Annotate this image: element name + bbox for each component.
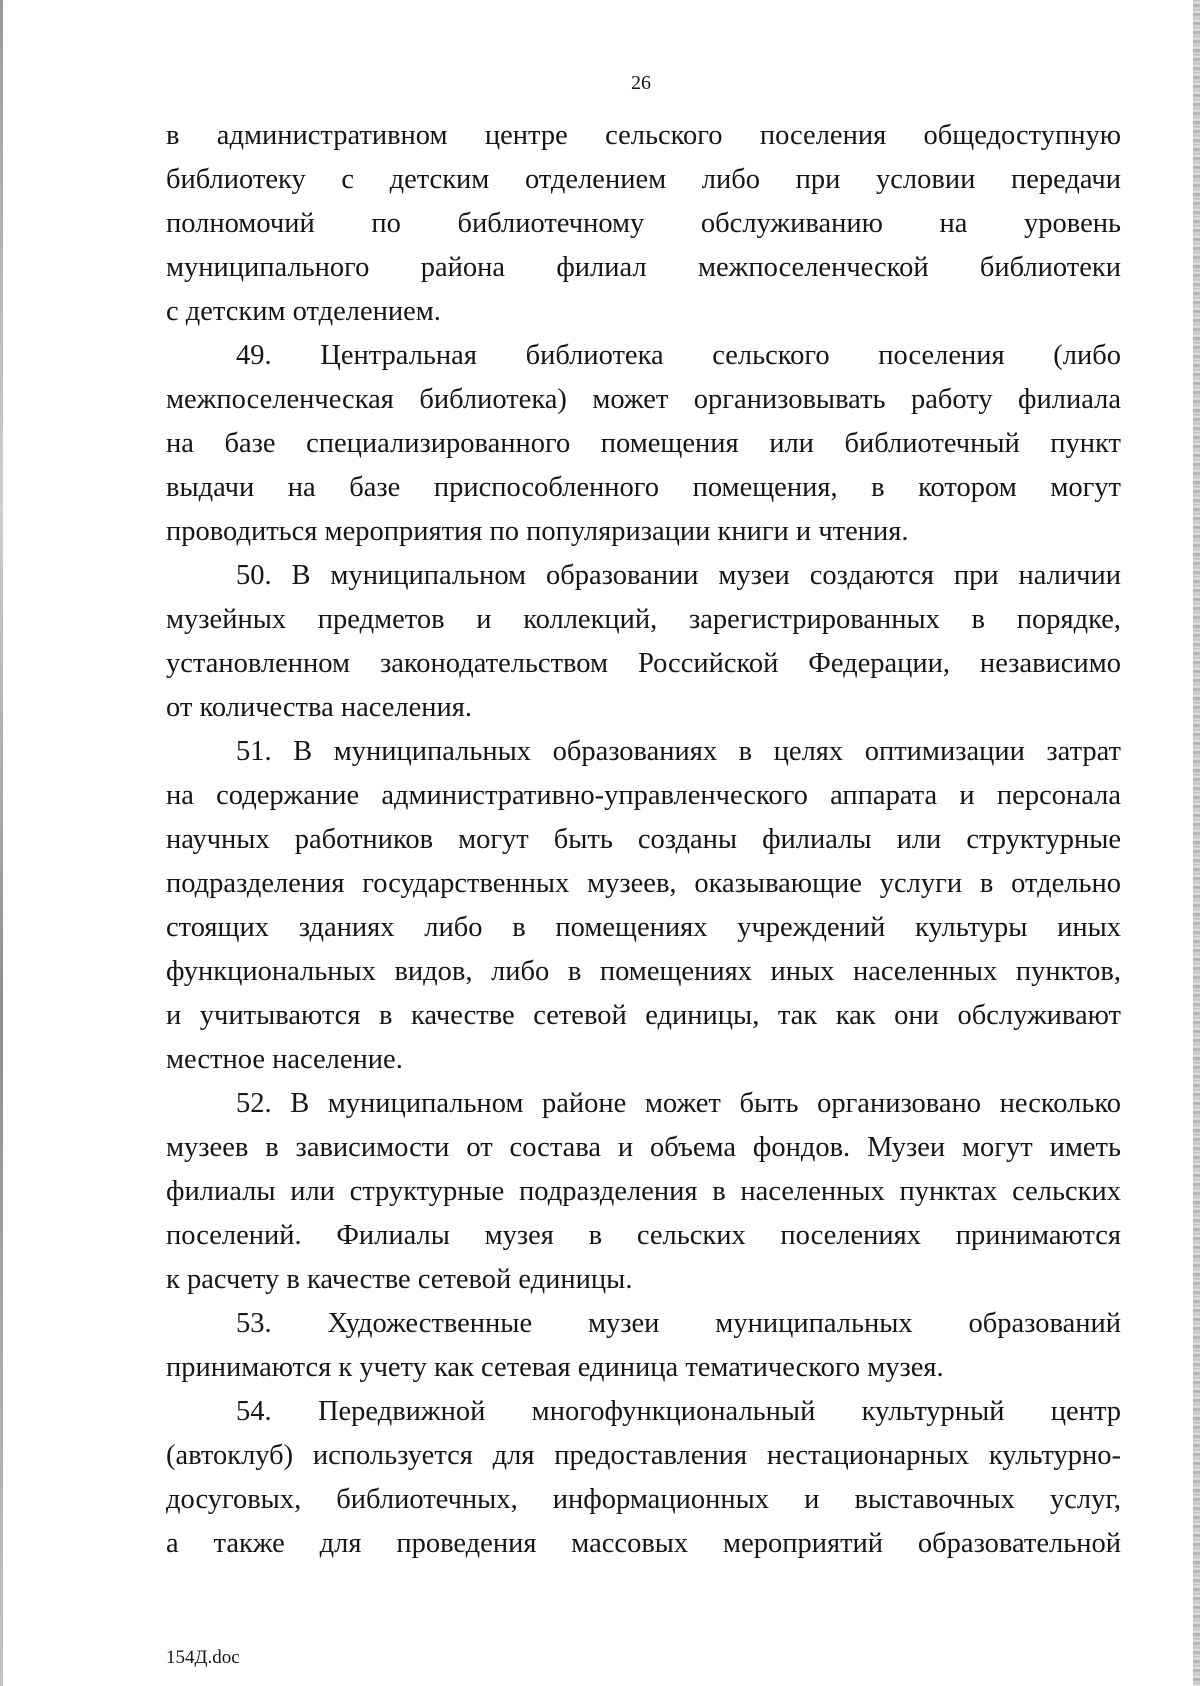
text-line: стоящих зданиях либо в помещениях учреждений культуры иных [166,912,1121,943]
text-line: а также для проведения массовых мероприятий образовательной [166,1528,1121,1559]
scan-edge-right [1193,0,1200,1686]
text-line: на содержание административно-управленческого аппарата и персонала [166,780,1121,811]
text-line: выдачи на базе приспособленного помещения, в котором могут [166,472,1121,503]
text-line: подразделения государственных музеев, оказывающие услуги в отдельно [166,868,1121,899]
scan-edge-left [0,0,3,1686]
text-line: научных работников могут быть созданы филиалы или структурные [166,824,1121,855]
text-line: в административном центре сельского поселения общедоступную [166,120,1121,151]
text-line: от количества населения. [166,692,473,723]
text-line: на базе специализированного помещения или библиотечный пункт [166,428,1121,459]
text-line: музеев в зависимости от состава и объема фондов. Музеи могут иметь [166,1132,1121,1163]
text-line: (автоклуб) используется для предоставления нестационарных культурно- [166,1440,1121,1471]
page-number: 26 [631,72,651,94]
text-line: принимаются к учету как сетевая единица тематического музея. [166,1352,944,1383]
text-line: установленном законодательством Российской Федерации, независимо [166,648,1121,679]
text-line: функциональных видов, либо в помещениях иных населенных пунктов, [166,956,1121,987]
text-line: с детским отделением. [166,296,441,327]
text-line: досуговых, библиотечных, информационных и выставочных услуг, [166,1484,1121,1515]
paragraph-start-50: 50. В муниципальном образовании музеи создаются при наличии [236,560,1121,591]
paragraph-start-49: 49. Центральная библиотека сельского поселения (либо [236,340,1121,371]
text-line: библиотеку с детским отделением либо при условии передачи [166,164,1121,195]
paragraph-start-52: 52. В муниципальном районе может быть организовано несколько [236,1088,1121,1119]
paragraph-start-54: 54. Передвижной многофункциональный культурный центр [236,1396,1121,1427]
document-body [166,114,1121,1566]
text-line: поселений. Филиалы музея в сельских поселениях принимаются [166,1220,1121,1251]
text-line: филиалы или структурные подразделения в населенных пунктах сельских [166,1176,1121,1207]
text-line: местное население. [166,1044,403,1075]
footer-filename: 154Д.doc [166,1647,240,1668]
paragraph-start-51: 51. В муниципальных образованиях в целях оптимизации затрат [236,736,1121,767]
text-line: муниципального района филиал межпоселенческой библиотеки [166,252,1121,283]
text-line: проводиться мероприятия по популяризации книги и чтения. [166,516,909,547]
text-line: межпоселенческая библиотека) может организовывать работу филиала [166,384,1121,415]
paragraph-start-53: 53. Художественные музеи муниципальных образований [236,1308,1121,1339]
text-line: музейных предметов и коллекций, зарегистрированных в порядке, [166,604,1121,635]
text-line: и учитываются в качестве сетевой единицы, так как они обслуживают [166,1000,1121,1031]
text-line: к расчету в качестве сетевой единицы. [166,1264,633,1295]
text-line: полномочий по библиотечному обслуживанию на уровень [166,208,1121,239]
